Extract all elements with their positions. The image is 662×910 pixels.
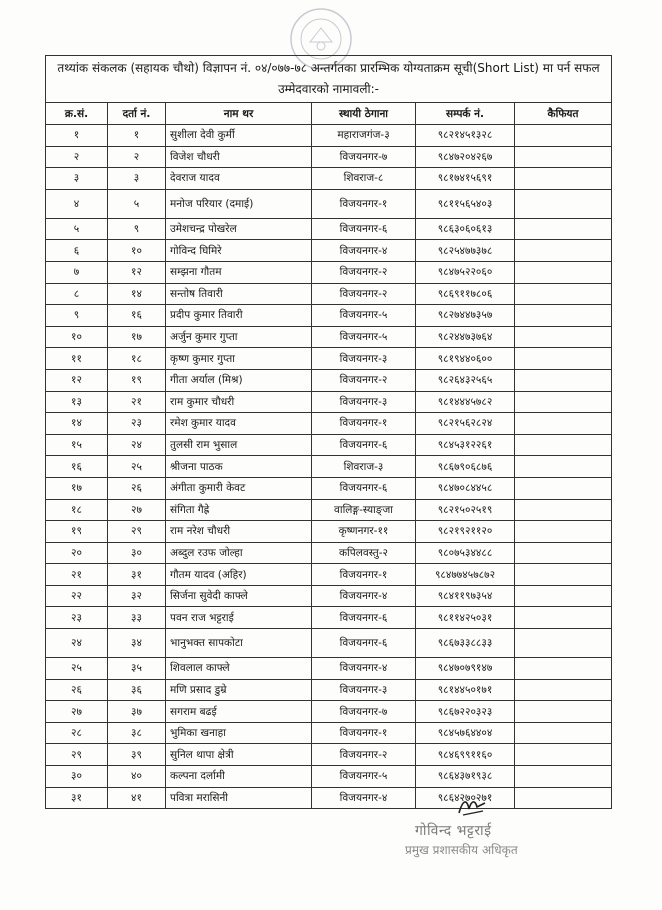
remarks-cell bbox=[515, 499, 612, 521]
serial-cell: ९ bbox=[46, 305, 108, 327]
header-row bbox=[46, 103, 612, 125]
table-row bbox=[46, 564, 612, 586]
contact-cell: ९८०७५३४४८८ bbox=[416, 542, 515, 564]
address-cell: विजयनगर-५ bbox=[312, 326, 416, 348]
column-header-address: स्थायी ठेगाना bbox=[312, 103, 416, 125]
registration-cell: ३४ bbox=[108, 629, 166, 658]
contact-cell: ९८६४२७०२७१ bbox=[416, 787, 515, 809]
remarks-cell bbox=[515, 348, 612, 370]
table-row bbox=[46, 125, 612, 147]
remarks-cell bbox=[515, 125, 612, 147]
table-row bbox=[46, 326, 612, 348]
remarks-cell bbox=[515, 369, 612, 391]
table-row bbox=[46, 189, 612, 218]
address-cell: विजयनगर-७ bbox=[312, 701, 416, 723]
address-cell: विजयनगर-१ bbox=[312, 189, 416, 218]
remarks-cell bbox=[515, 218, 612, 240]
table-row bbox=[46, 787, 612, 809]
table-row bbox=[46, 542, 612, 564]
registration-cell: १० bbox=[108, 240, 166, 262]
address-cell: विजयनगर-६ bbox=[312, 629, 416, 658]
contact-cell: ९८४५७६४४०४ bbox=[416, 722, 515, 744]
table-row bbox=[46, 413, 612, 435]
table-row bbox=[46, 283, 612, 305]
remarks-cell bbox=[515, 701, 612, 723]
address-cell: विजयनगर-५ bbox=[312, 305, 416, 327]
table-row bbox=[46, 348, 612, 370]
table-row bbox=[46, 218, 612, 240]
remarks-cell bbox=[515, 722, 612, 744]
remarks-cell bbox=[515, 326, 612, 348]
registration-cell: १८ bbox=[108, 348, 166, 370]
address-cell: वालिङ्ग-स्याङ्जा bbox=[312, 499, 416, 521]
contact-cell: ९८४७०७९१४७ bbox=[416, 658, 515, 680]
name-cell: मनोज परियार (दमाई) bbox=[166, 189, 312, 218]
registration-cell: २९ bbox=[108, 521, 166, 543]
document-title: तथ्यांक संकलक (सहायक चौथो) विज्ञापन नं. ०४/०७७-७८ अन्तर्गतका प्रारम्भिक योग्यताक्रम सूची(Short List) मा पर्न सफल उम्मेदवारको नामावली:- bbox=[46, 56, 612, 103]
serial-cell: ७ bbox=[46, 261, 108, 283]
address-cell: विजयनगर-३ bbox=[312, 679, 416, 701]
address-cell: विजयनगर-१ bbox=[312, 564, 416, 586]
serial-cell: २ bbox=[46, 146, 108, 168]
serial-cell: १७ bbox=[46, 477, 108, 499]
contact-cell: ९८११५६५४०३ bbox=[416, 189, 515, 218]
remarks-cell bbox=[515, 261, 612, 283]
serial-cell: १० bbox=[46, 326, 108, 348]
address-cell: कपिलवस्तु-२ bbox=[312, 542, 416, 564]
registration-cell: ३० bbox=[108, 542, 166, 564]
registration-cell: ३९ bbox=[108, 744, 166, 766]
remarks-cell bbox=[515, 434, 612, 456]
remarks-cell bbox=[515, 146, 612, 168]
serial-cell: ३१ bbox=[46, 787, 108, 809]
name-cell: सन्तोष तिवारी bbox=[166, 283, 312, 305]
name-cell: सुनिल थापा क्षेत्री bbox=[166, 744, 312, 766]
contact-cell: ९८६७३३८८३३ bbox=[416, 629, 515, 658]
serial-cell: १८ bbox=[46, 499, 108, 521]
registration-cell: ३५ bbox=[108, 658, 166, 680]
remarks-cell bbox=[515, 413, 612, 435]
contact-cell: ९८६४३७१९३८ bbox=[416, 766, 515, 788]
registration-cell: १४ bbox=[108, 283, 166, 305]
serial-cell: १४ bbox=[46, 413, 108, 435]
name-cell: कृष्ण कुमार गुप्ता bbox=[166, 348, 312, 370]
address-cell: महाराजगंज-३ bbox=[312, 125, 416, 147]
signature-scribble-icon bbox=[455, 795, 489, 817]
contact-cell: ९८४७५२२०६० bbox=[416, 261, 515, 283]
remarks-cell bbox=[515, 658, 612, 680]
column-header-registration: दर्ता नं. bbox=[108, 103, 166, 125]
serial-cell: ८ bbox=[46, 283, 108, 305]
registration-cell: २४ bbox=[108, 434, 166, 456]
remarks-cell bbox=[515, 766, 612, 788]
registration-cell: २६ bbox=[108, 477, 166, 499]
remarks-cell bbox=[515, 168, 612, 190]
name-cell: भुमिका खनाहा bbox=[166, 722, 312, 744]
registration-cell: २५ bbox=[108, 456, 166, 478]
name-cell: सगराम बढई bbox=[166, 701, 312, 723]
table-row bbox=[46, 658, 612, 680]
registration-cell: १७ bbox=[108, 326, 166, 348]
contact-cell: ९८६३०६०६१३ bbox=[416, 218, 515, 240]
contact-cell: ९८४७२०४२६७ bbox=[416, 146, 515, 168]
serial-cell: १२ bbox=[46, 369, 108, 391]
contact-cell: ९८४५३१२२६१ bbox=[416, 434, 515, 456]
contact-cell: ९८४७७४५७८७२ bbox=[416, 564, 515, 586]
registration-cell: ९ bbox=[108, 218, 166, 240]
address-cell: शिवराज-३ bbox=[312, 456, 416, 478]
table-row bbox=[46, 499, 612, 521]
table-row bbox=[46, 456, 612, 478]
address-cell: विजयनगर-२ bbox=[312, 283, 416, 305]
contact-cell: ९८६९११७८०६ bbox=[416, 283, 515, 305]
address-cell: विजयनगर-२ bbox=[312, 261, 416, 283]
contact-cell: ९८२७४४७३५७ bbox=[416, 305, 515, 327]
address-cell: विजयनगर-५ bbox=[312, 766, 416, 788]
remarks-cell bbox=[515, 629, 612, 658]
serial-cell: ४ bbox=[46, 189, 108, 218]
column-header-name: नाम थर bbox=[166, 103, 312, 125]
contact-cell: ९८१४४५०१७१ bbox=[416, 679, 515, 701]
serial-cell: २५ bbox=[46, 658, 108, 680]
remarks-cell bbox=[515, 744, 612, 766]
address-cell: विजयनगर-७ bbox=[312, 146, 416, 168]
name-cell: अब्दुल रउफ जोल्हा bbox=[166, 542, 312, 564]
serial-cell: १९ bbox=[46, 521, 108, 543]
contact-cell: ९८४११९७३५४ bbox=[416, 585, 515, 607]
address-cell: विजयनगर-१ bbox=[312, 722, 416, 744]
remarks-cell bbox=[515, 305, 612, 327]
name-cell: शिवलाल काफ्ले bbox=[166, 658, 312, 680]
registration-cell: १२ bbox=[108, 261, 166, 283]
address-cell: विजयनगर-६ bbox=[312, 434, 416, 456]
remarks-cell bbox=[515, 679, 612, 701]
remarks-cell bbox=[515, 564, 612, 586]
remarks-cell bbox=[515, 787, 612, 809]
registration-cell: ३ bbox=[108, 168, 166, 190]
serial-cell: ३ bbox=[46, 168, 108, 190]
contact-cell: ९८११४२५०३१ bbox=[416, 607, 515, 629]
table-row bbox=[46, 679, 612, 701]
serial-cell: १६ bbox=[46, 456, 108, 478]
remarks-cell bbox=[515, 477, 612, 499]
contact-cell: ९८२५४७७३७८ bbox=[416, 240, 515, 262]
serial-cell: २२ bbox=[46, 585, 108, 607]
name-cell: गीता अर्याल (मिश्र) bbox=[166, 369, 312, 391]
remarks-cell bbox=[515, 585, 612, 607]
address-cell: विजयनगर-६ bbox=[312, 477, 416, 499]
signatory-title: प्रमुख प्रशासकीय अधिकृत bbox=[405, 843, 518, 857]
name-cell: सुशीला देवी कुर्मी bbox=[166, 125, 312, 147]
table-row bbox=[46, 722, 612, 744]
table-row bbox=[46, 744, 612, 766]
name-cell: मणि प्रसाद डुम्रे bbox=[166, 679, 312, 701]
name-cell: अंगीता कुमारी केवट bbox=[166, 477, 312, 499]
registration-cell: ४१ bbox=[108, 787, 166, 809]
table-row bbox=[46, 146, 612, 168]
registration-cell: ३२ bbox=[108, 585, 166, 607]
registration-cell: ३१ bbox=[108, 564, 166, 586]
registration-cell: ५ bbox=[108, 189, 166, 218]
contact-cell: ९८१७४१५६९१ bbox=[416, 168, 515, 190]
registration-cell: २ bbox=[108, 146, 166, 168]
address-cell: विजयनगर-६ bbox=[312, 607, 416, 629]
table-row bbox=[46, 585, 612, 607]
remarks-cell bbox=[515, 283, 612, 305]
column-header-remarks: कैफियत bbox=[515, 103, 612, 125]
contact-cell: ९८२१९२११२० bbox=[416, 521, 515, 543]
table-row bbox=[46, 701, 612, 723]
address-cell: विजयनगर-२ bbox=[312, 369, 416, 391]
contact-cell: ९८६७२२०३२३ bbox=[416, 701, 515, 723]
name-cell: भानुभक्त सापकोटा bbox=[166, 629, 312, 658]
table-row bbox=[46, 240, 612, 262]
column-header-serial: क्र.सं. bbox=[46, 103, 108, 125]
remarks-cell bbox=[515, 607, 612, 629]
serial-cell: १५ bbox=[46, 434, 108, 456]
remarks-cell bbox=[515, 542, 612, 564]
table-row bbox=[46, 607, 612, 629]
table-row bbox=[46, 369, 612, 391]
serial-cell: २३ bbox=[46, 607, 108, 629]
table-row bbox=[46, 521, 612, 543]
contact-cell: ९८२१५०२५१९ bbox=[416, 499, 515, 521]
name-cell: देवराज यादव bbox=[166, 168, 312, 190]
registration-cell: १९ bbox=[108, 369, 166, 391]
contact-cell: ९८२६४३२५६५ bbox=[416, 369, 515, 391]
name-cell: सम्झना गौतम bbox=[166, 261, 312, 283]
serial-cell: ११ bbox=[46, 348, 108, 370]
serial-cell: १ bbox=[46, 125, 108, 147]
serial-cell: २८ bbox=[46, 722, 108, 744]
name-cell: उमेशचन्द्र पोखरेल bbox=[166, 218, 312, 240]
registration-cell: २१ bbox=[108, 391, 166, 413]
registration-cell: ३७ bbox=[108, 701, 166, 723]
table-row bbox=[46, 261, 612, 283]
address-cell: विजयनगर-४ bbox=[312, 240, 416, 262]
remarks-cell bbox=[515, 240, 612, 262]
name-cell: पवित्रा मरासिनी bbox=[166, 787, 312, 809]
contact-cell: ९८२१४५१३२८ bbox=[416, 125, 515, 147]
address-cell: विजयनगर-१ bbox=[312, 413, 416, 435]
remarks-cell bbox=[515, 456, 612, 478]
registration-cell: ४० bbox=[108, 766, 166, 788]
name-cell: तुलसी राम भुसाल bbox=[166, 434, 312, 456]
name-cell: श्रीजना पाठक bbox=[166, 456, 312, 478]
registration-cell: ३८ bbox=[108, 722, 166, 744]
contact-cell: ९८२१५६२८२४ bbox=[416, 413, 515, 435]
contact-cell: ९८२४४७३७६४ bbox=[416, 326, 515, 348]
contact-cell: ९८१४४४५७८२ bbox=[416, 391, 515, 413]
shortlist-table bbox=[45, 55, 612, 809]
registration-cell: २७ bbox=[108, 499, 166, 521]
registration-cell: १६ bbox=[108, 305, 166, 327]
serial-cell: २४ bbox=[46, 629, 108, 658]
serial-cell: २० bbox=[46, 542, 108, 564]
table-row bbox=[46, 305, 612, 327]
contact-cell: ९८६७९०६८७६ bbox=[416, 456, 515, 478]
name-cell: गोविन्द घिमिरे bbox=[166, 240, 312, 262]
registration-cell: २३ bbox=[108, 413, 166, 435]
serial-cell: ६ bbox=[46, 240, 108, 262]
address-cell: विजयनगर-६ bbox=[312, 218, 416, 240]
address-cell: कृष्णनगर-११ bbox=[312, 521, 416, 543]
table-row bbox=[46, 629, 612, 658]
address-cell: विजयनगर-३ bbox=[312, 348, 416, 370]
name-cell: सिर्जना सुवेदी काफ्ले bbox=[166, 585, 312, 607]
name-cell: अर्जुन कुमार गुप्ता bbox=[166, 326, 312, 348]
name-cell: रमेश कुमार यादव bbox=[166, 413, 312, 435]
table-row bbox=[46, 477, 612, 499]
contact-cell: ९८४६९९११६० bbox=[416, 744, 515, 766]
address-cell: विजयनगर-४ bbox=[312, 585, 416, 607]
name-cell: राम नरेश चौधरी bbox=[166, 521, 312, 543]
name-cell: प्रदीप कुमार तिवारी bbox=[166, 305, 312, 327]
registration-cell: १ bbox=[108, 125, 166, 147]
address-cell: शिवराज-८ bbox=[312, 168, 416, 190]
address-cell: विजयनगर-४ bbox=[312, 658, 416, 680]
address-cell: विजयनगर-४ bbox=[312, 787, 416, 809]
name-cell: विजेश चौधरी bbox=[166, 146, 312, 168]
title-row bbox=[46, 56, 612, 103]
contact-cell: ९८४७०८४४५८ bbox=[416, 477, 515, 499]
signatory-name: गोविन्द भट्टराई bbox=[415, 823, 492, 839]
table-row bbox=[46, 168, 612, 190]
contact-cell: ९८१९४४०६०० bbox=[416, 348, 515, 370]
table-row bbox=[46, 766, 612, 788]
column-header-contact: सम्पर्क नं. bbox=[416, 103, 515, 125]
serial-cell: १३ bbox=[46, 391, 108, 413]
serial-cell: ५ bbox=[46, 218, 108, 240]
address-cell: विजयनगर-२ bbox=[312, 744, 416, 766]
name-cell: संगिता गैह्रे bbox=[166, 499, 312, 521]
address-cell: विजयनगर-३ bbox=[312, 391, 416, 413]
name-cell: गौतम यादव (अहिर) bbox=[166, 564, 312, 586]
remarks-cell bbox=[515, 521, 612, 543]
registration-cell: ३६ bbox=[108, 679, 166, 701]
serial-cell: २७ bbox=[46, 701, 108, 723]
name-cell: राम कुमार चौधरी bbox=[166, 391, 312, 413]
serial-cell: २१ bbox=[46, 564, 108, 586]
registration-cell: ३३ bbox=[108, 607, 166, 629]
serial-cell: २९ bbox=[46, 744, 108, 766]
serial-cell: ३० bbox=[46, 766, 108, 788]
table-row bbox=[46, 434, 612, 456]
remarks-cell bbox=[515, 391, 612, 413]
serial-cell: २६ bbox=[46, 679, 108, 701]
remarks-cell bbox=[515, 189, 612, 218]
name-cell: पवन राज भट्टराई bbox=[166, 607, 312, 629]
table-row bbox=[46, 391, 612, 413]
name-cell: कल्पना दर्लामी bbox=[166, 766, 312, 788]
table-body bbox=[46, 125, 612, 809]
